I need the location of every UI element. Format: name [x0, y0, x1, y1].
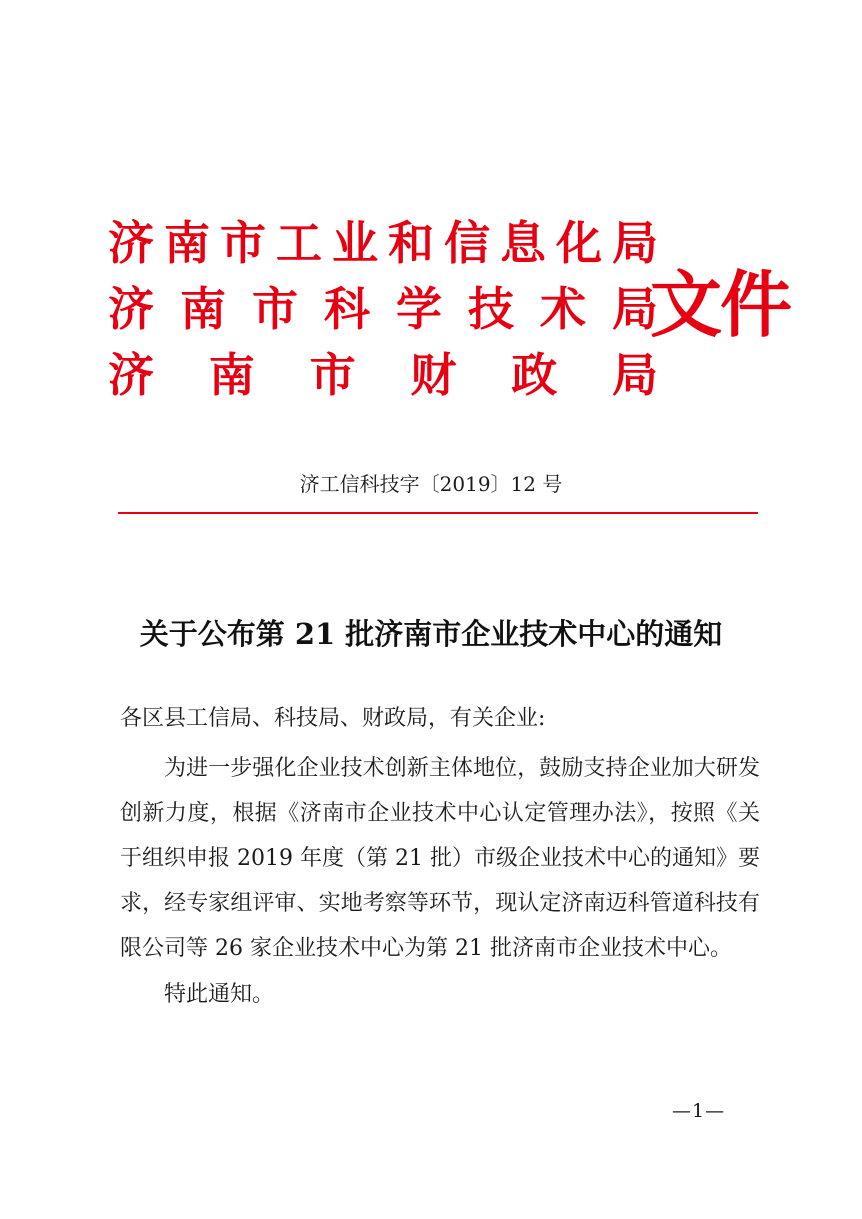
issuer-char: 信 [444, 216, 490, 270]
page-number: —1— [672, 1100, 726, 1122]
issuer-line-2 [108, 274, 658, 344]
issuer-char: 化 [556, 216, 602, 270]
issuer-line-3 [108, 340, 658, 410]
issuer-char: 科 [324, 282, 370, 336]
body-paragraph: 为进一步强化企业技术创新主体地位，鼓励支持企业加大研发创新力度，根据《济南市企业技术中心认定管理办法》，按照《关于组织申报 2019 年度（第 21 批）市级企业技术中心的通知》要求，经专家组评审、实地考察等环节，现认定济南迈科管道科技有限公司等 26 家企业技术中心为第 21 批济南市企业技术中心。 [120, 756, 760, 961]
issuer-char: 学 [396, 282, 442, 336]
issuer-char: 息 [500, 216, 546, 270]
issuer-char: 局 [611, 348, 658, 402]
issuer-char: 济 [108, 282, 154, 336]
issuer-char: 市 [309, 348, 356, 402]
issuer-char: 技 [468, 282, 514, 336]
issuer-line-1 [108, 208, 658, 278]
issuer-char: 局 [612, 282, 658, 336]
issuer-char: 政 [511, 348, 558, 402]
issuer-char: 南 [208, 348, 255, 402]
issuer-char: 局 [612, 216, 658, 270]
salutation: 各区县工信局、科技局、财政局，有关企业: [120, 706, 546, 731]
closing-line: 特此通知。 [164, 982, 275, 1007]
issuer-char: 工 [276, 216, 322, 270]
issuer-char: 术 [540, 282, 586, 336]
issuer-char: 业 [332, 216, 378, 270]
issuer-char: 和 [388, 216, 434, 270]
issuer-char: 南 [180, 282, 226, 336]
notice-title: 关于公布第 21 批济南市企业技术中心的通知 [139, 617, 723, 651]
notice-body [120, 746, 760, 971]
issuer-char: 财 [410, 348, 457, 402]
red-divider-line [118, 512, 758, 514]
document-suffix: 文件 [650, 262, 791, 347]
issuer-char: 济 [108, 348, 154, 402]
issuer-char: 市 [252, 282, 298, 336]
issuer-char: 济 [108, 216, 154, 270]
issuer-char: 市 [220, 216, 266, 270]
issuer-char: 南 [164, 216, 210, 270]
document-number: 济工信科技字〔2019〕12 号 [299, 472, 563, 496]
